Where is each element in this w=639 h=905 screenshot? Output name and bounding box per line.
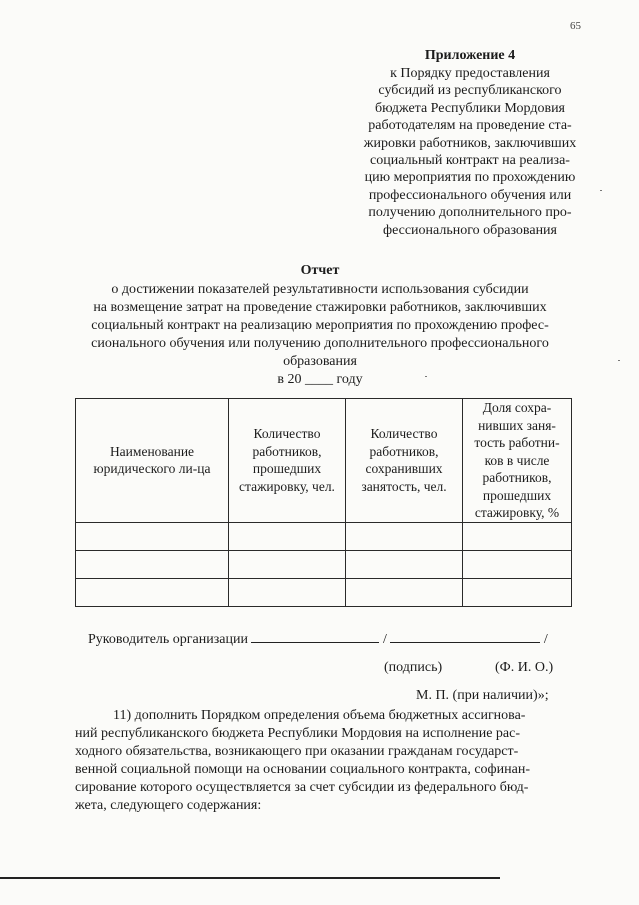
appendix-line: работодателям на проведение ста-: [368, 118, 572, 134]
table-cell: [346, 550, 463, 578]
table-cell: [346, 522, 463, 550]
appendix-text: [340, 65, 600, 239]
appendix-line: субсидий из республиканского: [378, 83, 562, 99]
body-line: венной социальной помощи на основании социального контракта, софинан-: [75, 762, 530, 777]
signature-blank: [251, 642, 379, 643]
appendix-line: цию мероприятия по прохождению: [364, 170, 576, 186]
table-cell: [463, 578, 572, 606]
scan-speck: [600, 190, 602, 191]
table-cell: [76, 550, 229, 578]
table-cell: [229, 578, 346, 606]
table-cell: [346, 578, 463, 606]
column-header: Наименование юридического ли-ца: [76, 399, 229, 523]
table-cell: [76, 522, 229, 550]
signature-slash: /: [543, 632, 548, 647]
body-paragraph: [75, 707, 575, 815]
report-line: о достижении показателей результативности использования субсидии: [111, 282, 529, 297]
appendix-line: к Порядку предоставления: [390, 66, 550, 81]
body-line: сирование которого осуществляется за счет субсидии из федерального бюд-: [75, 780, 529, 795]
appendix-title: Приложение 4: [424, 48, 516, 63]
body-line: жета, следующего содержания:: [75, 798, 262, 813]
table-cell: [463, 522, 572, 550]
appendix-line: жировки работников, заключивших: [363, 135, 577, 151]
appendix-line: бюджета Республики Мордовия: [374, 100, 565, 116]
appendix-line: социальный контракт на реализа-: [370, 153, 570, 169]
body-line: ходного обязательства, возникающего при оказании гражданам государст-: [75, 744, 519, 759]
table-row: [76, 550, 572, 578]
bottom-rule: [0, 877, 500, 879]
caption-signature: (подпись): [384, 660, 443, 675]
table-row: [76, 578, 572, 606]
column-header: Количество работников, прошедших стажировку, чел.: [229, 399, 346, 523]
table-cell: [76, 578, 229, 606]
report-line: на возмещение затрат на проведение стажировки работников, заключивших: [93, 300, 547, 315]
table-row: [76, 522, 572, 550]
column-header: Количество работников, сохранивших занятость, чел.: [346, 399, 463, 523]
table-cell: [229, 550, 346, 578]
table-cell: [463, 550, 572, 578]
appendix-line: профессионального обучения или: [368, 187, 572, 203]
appendix-line: получению дополнительного про-: [368, 205, 572, 221]
scan-speck: [425, 376, 427, 377]
report-line: сионального обучения или получению дополнительного профессионального: [91, 336, 549, 351]
report-line: социальный контракт на реализацию мероприятия по прохождению профес-: [91, 318, 549, 333]
name-blank: [390, 642, 540, 643]
report-table: [75, 398, 572, 607]
signature-label: Руководитель организации: [88, 632, 248, 647]
table-cell: [229, 522, 346, 550]
stamp-note: М. П. (при наличии)»;: [416, 688, 549, 703]
column-header: Доля сохра-нивших заня-тость работни-ков в числе работников, прошедших стажировку, %: [463, 399, 572, 523]
report-title: Отчет: [300, 263, 340, 278]
scan-speck: [618, 360, 620, 361]
body-line: 11) дополнить Порядком определения объема бюджетных ассигнова-: [113, 708, 526, 723]
page-number: 65: [570, 20, 581, 32]
caption-full-name: (Ф. И. О.): [495, 660, 554, 675]
report-heading: [30, 262, 610, 389]
table-header-row: [76, 399, 572, 523]
appendix-line: фессионального образования: [383, 222, 557, 238]
body-line: ний республиканского бюджета Республики Мордовия на исполнение рас-: [75, 726, 521, 741]
report-year: в 20 ____ году: [277, 372, 363, 387]
signature-slash: /: [382, 632, 387, 647]
signature-line: [88, 632, 548, 648]
report-line: образования: [283, 354, 357, 369]
